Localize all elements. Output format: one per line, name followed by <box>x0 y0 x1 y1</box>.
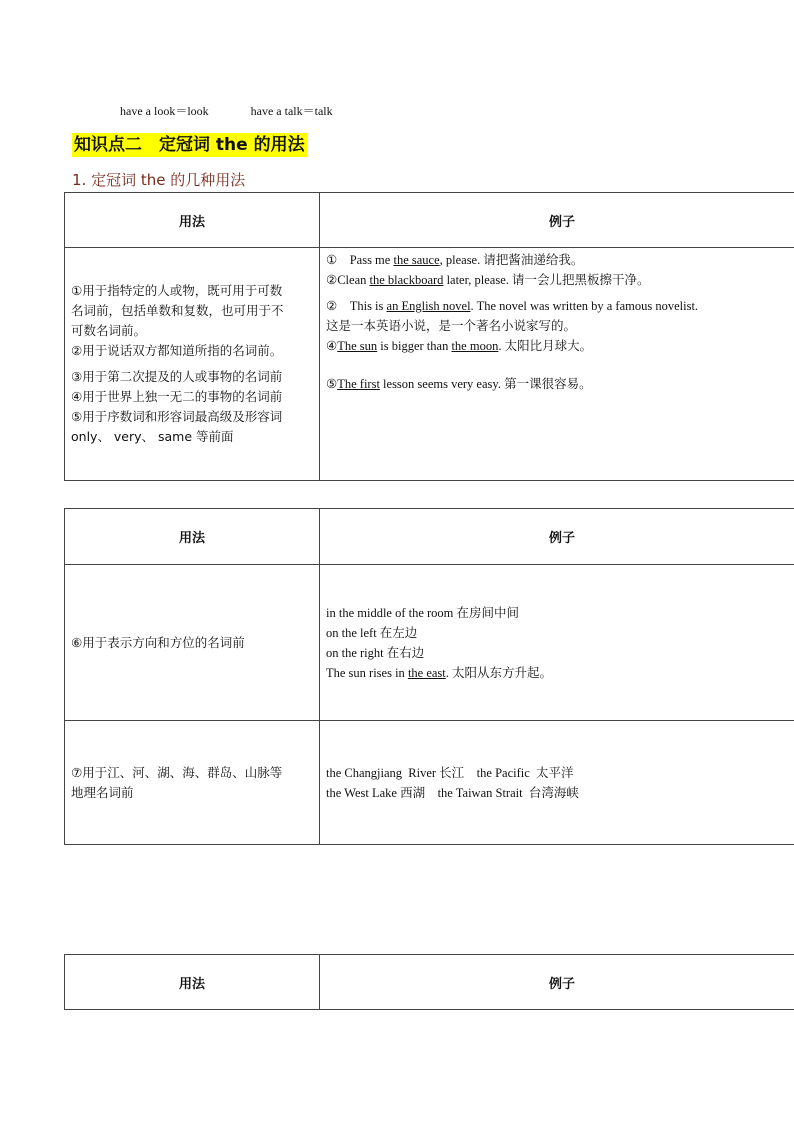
usage-table-2 <box>64 508 794 845</box>
example-line: the West Lake 西湖 the Taiwan Strait 台湾海峡 <box>326 785 579 800</box>
usage-line: ⑥用于表示方向和方位的名词前 <box>71 634 245 650</box>
table-header-row <box>65 955 794 1010</box>
example-line: ⑤The first lesson seems very easy. 第一课很容易。 <box>326 377 592 391</box>
usage-line: ③用于第二次提及的人或事物的名词前 <box>71 369 283 384</box>
header-usage: 用法 <box>65 955 320 1010</box>
header-example: 例子 <box>320 193 794 248</box>
table-header-row <box>65 509 794 565</box>
usage-line: 名词前，包括单数和复数，也可用于不 <box>71 303 284 318</box>
usage-line: ⑦用于江、河、湖、海、群岛、山脉等 <box>71 764 283 780</box>
header-usage: 用法 <box>65 193 320 248</box>
example-cell <box>320 248 794 481</box>
example-line: the Changjiang River 长江 the Pacific 太平洋 <box>326 765 574 780</box>
usage-line: ④用于世界上独一无二的事物的名词前 <box>71 389 283 404</box>
usage-line: 地理名词前 <box>71 784 134 800</box>
example-line: ② This is an English novel. The novel was written by a famous novelist. <box>326 299 699 313</box>
section-subheading: 1. 定冠词 the 的几种用法 <box>72 171 246 189</box>
usage-line: ②用于说话双方都知道所指的名词前。 <box>71 343 283 358</box>
usage-line: ①用于指特定的人或物，既可用于可数 <box>71 283 283 298</box>
header-example: 例子 <box>320 955 794 1010</box>
usage-cell <box>65 721 320 845</box>
example-line: ②Clean the blackboard later, please. 请一会儿把黑板擦干净。 <box>326 273 650 287</box>
table-row <box>65 565 794 721</box>
usage-table-1 <box>64 192 794 481</box>
example-line: 这是一本英语小说，是一个著名小说家写的。 <box>326 319 577 333</box>
usage-cell <box>65 248 320 481</box>
idiom-look: have a look＝look <box>120 104 209 118</box>
example-line: ④The sun is bigger than the moon. 太阳比月球大。 <box>326 339 593 353</box>
header-example: 例子 <box>320 509 794 565</box>
example-cell <box>320 565 794 721</box>
table-row <box>65 721 794 845</box>
idiom-talk: have a talk＝talk <box>250 104 333 118</box>
table-row <box>65 248 794 481</box>
usage-line: ⑤用于序数词和形容词最高级及形容词 <box>71 409 283 424</box>
example-line: on the right 在右边 <box>326 645 425 660</box>
idiom-line <box>120 102 333 119</box>
example-line: in the middle of the room 在房间中间 <box>326 605 520 620</box>
usage-cell <box>65 565 320 721</box>
usage-line: 可数名词前。 <box>71 323 147 338</box>
example-line: on the left 在左边 <box>326 625 418 640</box>
header-usage: 用法 <box>65 509 320 565</box>
example-line: ① Pass me the sauce, please. 请把酱油递给我。 <box>326 253 584 267</box>
example-line: The sun rises in the east. 太阳从东方升起。 <box>326 665 553 680</box>
usage-line: only、 very、 same 等前面 <box>71 429 234 444</box>
usage-table-3 <box>64 954 794 1010</box>
table-header-row <box>65 193 794 248</box>
section-heading: 知识点二 定冠词 the 的用法 <box>74 135 305 155</box>
example-cell <box>320 721 794 845</box>
